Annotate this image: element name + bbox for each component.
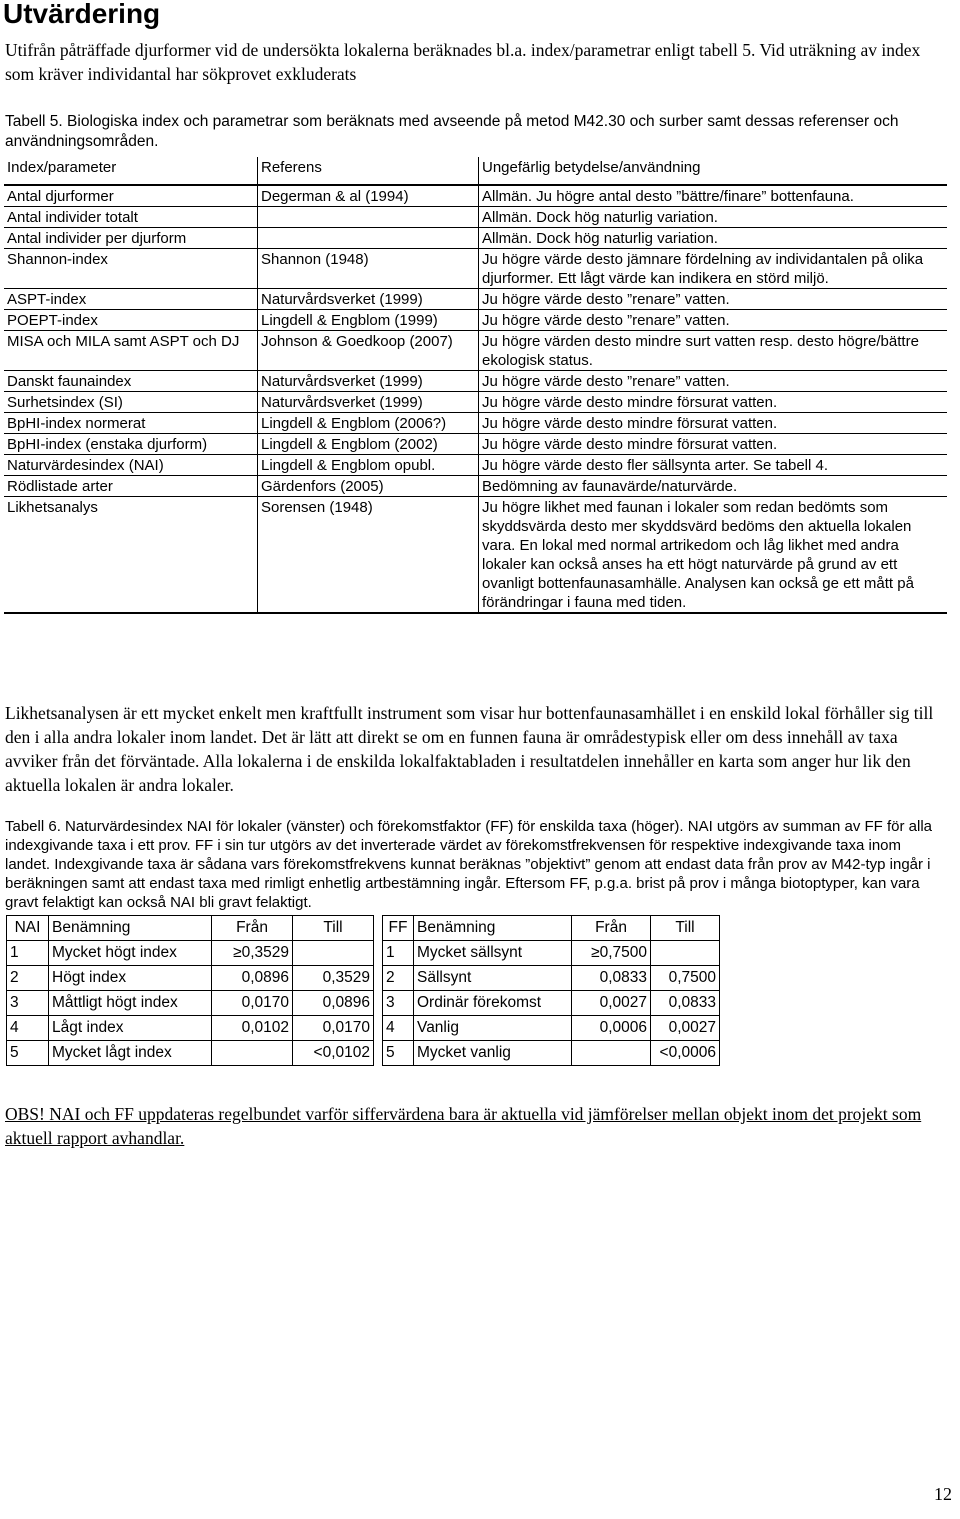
- cell-nai-name: Måttligt högt index: [49, 991, 212, 1016]
- cell-ff-from: 0,0006: [572, 1016, 651, 1041]
- cell-meaning: Ju högre värde desto mindre försurat vatten.: [479, 392, 948, 413]
- cell-reference: Lingdell & Engblom (2002): [258, 434, 479, 455]
- table-row: [4, 371, 947, 392]
- cell-ff-from: 0,0027: [572, 991, 651, 1016]
- cell-nai-to: 0,0170: [293, 1016, 374, 1041]
- page-number: 12: [934, 1484, 952, 1504]
- table-gap: [374, 941, 383, 966]
- cell-index-parameter: Antal djurformer: [4, 185, 258, 207]
- table-row: [4, 392, 947, 413]
- cell-ff-to: 0,0833: [651, 991, 720, 1016]
- header-right-from: Från: [572, 916, 651, 941]
- cell-ff-class: 2: [383, 966, 414, 991]
- header-right-name: Benämning: [414, 916, 572, 941]
- cell-index-parameter: Danskt faunaindex: [4, 371, 258, 392]
- cell-meaning: Ju högre likhet med faunan i lokaler som redan bedömts som skyddsvärda desto mer skyddsvärd bedöms den aktuella lokalen vara. En lokal med normal artrikedom och låg likhet med andra lokaler kan också anses ha ett högt naturvärde på grund av ett ovanligt bottenfaunasamhälle. Analysen kan också ge ett mått på förändringar i fauna med tiden.: [479, 497, 948, 614]
- cell-nai-name: Mycket högt index: [49, 941, 212, 966]
- cell-index-parameter: Naturvärdesindex (NAI): [4, 455, 258, 476]
- cell-meaning: Ju högre värde desto jämnare fördelning av individantalen på olika djurformer. Ett lågt värde kan indikera en störd miljö.: [479, 249, 948, 289]
- cell-index-parameter: ASPT-index: [4, 289, 258, 310]
- header-meaning: Ungefärlig betydelse/användning: [479, 157, 948, 185]
- cell-ff-name: Mycket vanlig: [414, 1041, 572, 1066]
- cell-nai-from: 0,0896: [212, 966, 293, 991]
- cell-reference: Johnson & Goedkoop (2007): [258, 331, 479, 371]
- cell-meaning: Ju högre värde desto ”renare” vatten.: [479, 371, 948, 392]
- header-nai: NAI: [7, 916, 49, 941]
- cell-nai-from: 0,0170: [212, 991, 293, 1016]
- table-row: [4, 310, 947, 331]
- cell-ff-name: Sällsynt: [414, 966, 572, 991]
- cell-index-parameter: BpHI-index normerat: [4, 413, 258, 434]
- table-row: [7, 966, 720, 991]
- table5-caption: Tabell 5. Biologiska index och parametrar som beräknats med avseende på metod M42.30 och surber samt dessas referenser och användningsområden.: [5, 113, 899, 150]
- cell-reference: Naturvårdsverket (1999): [258, 371, 479, 392]
- cell-meaning: Bedömning av faunavärde/naturvärde.: [479, 476, 948, 497]
- table-gap: [374, 991, 383, 1016]
- cell-index-parameter: Antal individer totalt: [4, 207, 258, 228]
- cell-reference: [258, 228, 479, 249]
- cell-reference: Lingdell & Engblom opubl.: [258, 455, 479, 476]
- cell-reference: [258, 207, 479, 228]
- cell-nai-name: Mycket lågt index: [49, 1041, 212, 1066]
- cell-index-parameter: Likhetsanalys: [4, 497, 258, 614]
- table-gap: [374, 1016, 383, 1041]
- cell-nai-from: ≥0,3529: [212, 941, 293, 966]
- cell-meaning: Ju högre värde desto fler sällsynta arter. Se tabell 4.: [479, 455, 948, 476]
- table-gap: [374, 966, 383, 991]
- header-right-to: Till: [651, 916, 720, 941]
- table-row: [4, 249, 947, 289]
- cell-meaning: Allmän. Ju högre antal desto ”bättre/finare” bottenfauna.: [479, 185, 948, 207]
- cell-reference: Shannon (1948): [258, 249, 479, 289]
- cell-meaning: Allmän. Dock hög naturlig variation.: [479, 207, 948, 228]
- cell-ff-name: Vanlig: [414, 1016, 572, 1041]
- cell-ff-name: Ordinär förekomst: [414, 991, 572, 1016]
- cell-nai-name: Lågt index: [49, 1016, 212, 1041]
- table-row: [4, 434, 947, 455]
- cell-reference: Lingdell & Engblom (1999): [258, 310, 479, 331]
- cell-index-parameter: Antal individer per djurform: [4, 228, 258, 249]
- cell-reference: Naturvårdsverket (1999): [258, 289, 479, 310]
- nai-ff-table: [6, 915, 720, 1066]
- table6-caption: Tabell 6. Naturvärdesindex NAI för lokaler (vänster) och förekomstfaktor (FF) för enskilda taxa (höger). NAI utgörs av summan av FF för alla indexgivande taxa i ett prov. FF i sin tur utgörs av det inverterade värdet av förekomstfrekvensen för respektive indexgivande taxa inom landet. Indexgivande taxa är sådana vars förekomstfrekvens kunnat beräknas ”objektivt” genom att endast data från prov av M42-typ ingår i beräkningen samt att endast taxa med rimligt enhetlig artbestämning ingår. Eftersom FF, p.g.a. brist på prov i många biotoptyper, kan vara gravt felaktigt kan också NAI bli gravt felaktigt.: [5, 818, 933, 911]
- cell-nai-class: 1: [7, 941, 49, 966]
- table-row: [7, 1016, 720, 1041]
- cell-ff-class: 1: [383, 941, 414, 966]
- table-row: [4, 455, 947, 476]
- cell-meaning: Ju högre värde desto mindre försurat vatten.: [479, 413, 948, 434]
- cell-nai-class: 5: [7, 1041, 49, 1066]
- cell-nai-to: 0,0896: [293, 991, 374, 1016]
- table-row: [7, 941, 720, 966]
- cell-ff-from: 0,0833: [572, 966, 651, 991]
- cell-meaning: Allmän. Dock hög naturlig variation.: [479, 228, 948, 249]
- table-row: [4, 228, 947, 249]
- cell-ff-from: ≥0,7500: [572, 941, 651, 966]
- table-row: [4, 476, 947, 497]
- header-reference: Referens: [258, 157, 479, 185]
- table-row: [4, 331, 947, 371]
- cell-nai-to: <0,0102: [293, 1041, 374, 1066]
- table-gap: [374, 1041, 383, 1066]
- cell-ff-name: Mycket sällsynt: [414, 941, 572, 966]
- index-parameter-table: [4, 157, 947, 614]
- cell-nai-to: [293, 941, 374, 966]
- cell-index-parameter: Rödlistade arter: [4, 476, 258, 497]
- cell-nai-class: 4: [7, 1016, 49, 1041]
- cell-reference: Naturvårdsverket (1999): [258, 392, 479, 413]
- cell-meaning: Ju högre värden desto mindre surt vatten resp. desto högre/bättre ekologisk status.: [479, 331, 948, 371]
- cell-index-parameter: MISA och MILA samt ASPT och DJ: [4, 331, 258, 371]
- header-index-parameter: Index/parameter: [4, 157, 258, 185]
- header-left-to: Till: [293, 916, 374, 941]
- cell-nai-to: 0,3529: [293, 966, 374, 991]
- page-title: Utvärdering: [3, 0, 161, 29]
- table-row: [4, 185, 947, 207]
- cell-ff-to: [651, 941, 720, 966]
- cell-ff-class: 3: [383, 991, 414, 1016]
- cell-ff-class: 4: [383, 1016, 414, 1041]
- header-left-name: Benämning: [49, 916, 212, 941]
- similarity-analysis-paragraph: Likhetsanalysen är ett mycket enkelt men kraftfullt instrument som visar hur bottenfaunasamhället i en enskild lokal förhåller sig till den i alla andra lokaler inom landet. Det är lätt att direkt se om en funnen fauna är områdestypisk eller om dess innehåll av taxa avviker från det förväntade. Alla lokalerna i de enskilda lokalfaktabladen i resultatdelen innehåller en karta som anger hur lik den aktuella lokalen är andra lokaler.: [5, 703, 934, 795]
- cell-reference: Lingdell & Engblom (2006?): [258, 413, 479, 434]
- table-gap: [374, 916, 383, 941]
- cell-ff-from: [572, 1041, 651, 1066]
- header-ff: FF: [383, 916, 414, 941]
- cell-meaning: Ju högre värde desto mindre försurat vatten.: [479, 434, 948, 455]
- table-row: [4, 497, 947, 614]
- cell-reference: Gärdenfors (2005): [258, 476, 479, 497]
- cell-ff-to: 0,7500: [651, 966, 720, 991]
- cell-index-parameter: POEPT-index: [4, 310, 258, 331]
- table-header-row: [4, 157, 947, 185]
- table-row: [4, 289, 947, 310]
- table-row: [4, 413, 947, 434]
- cell-meaning: Ju högre värde desto ”renare” vatten.: [479, 289, 948, 310]
- cell-nai-name: Högt index: [49, 966, 212, 991]
- table-row: [4, 207, 947, 228]
- cell-nai-from: 0,0102: [212, 1016, 293, 1041]
- cell-nai-from: [212, 1041, 293, 1066]
- cell-nai-class: 2: [7, 966, 49, 991]
- cell-reference: Sorensen (1948): [258, 497, 479, 614]
- obs-note: OBS! NAI och FF uppdateras regelbundet varför siffervärdena bara är aktuella vid jämförelser mellan objekt inom det projekt som aktuell rapport avhandlar.: [5, 1104, 922, 1148]
- intro-paragraph: Utifrån påträffade djurformer vid de undersökta lokalerna beräknades bl.a. index/parametrar enligt tabell 5. Vid uträkning av index som kräver individantal har sökprovet exkluderats: [5, 40, 921, 84]
- cell-nai-class: 3: [7, 991, 49, 1016]
- cell-index-parameter: BpHI-index (enstaka djurform): [4, 434, 258, 455]
- table-row: [7, 991, 720, 1016]
- cell-ff-to: 0,0027: [651, 1016, 720, 1041]
- cell-reference: Degerman & al (1994): [258, 185, 479, 207]
- cell-ff-class: 5: [383, 1041, 414, 1066]
- cell-ff-to: <0,0006: [651, 1041, 720, 1066]
- table-row: [7, 1041, 720, 1066]
- table-header-row: [7, 916, 720, 941]
- cell-index-parameter: Shannon-index: [4, 249, 258, 289]
- header-left-from: Från: [212, 916, 293, 941]
- cell-meaning: Ju högre värde desto ”renare” vatten.: [479, 310, 948, 331]
- cell-index-parameter: Surhetsindex (SI): [4, 392, 258, 413]
